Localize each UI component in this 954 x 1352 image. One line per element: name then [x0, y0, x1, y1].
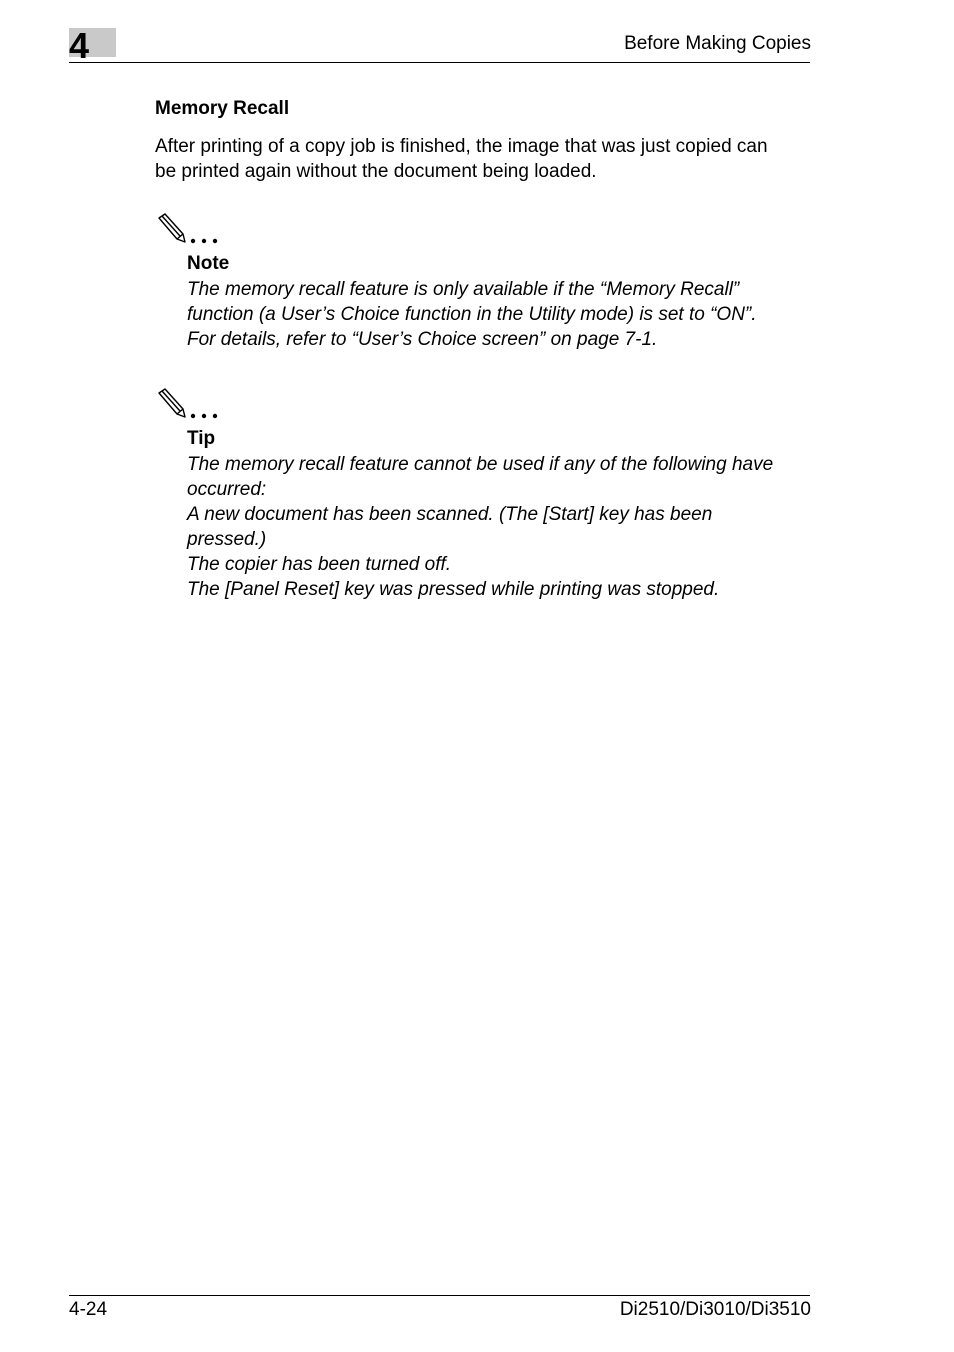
tip-line: The [Panel Reset] key was pressed while printing was stopped. — [187, 579, 720, 600]
note-line: function (a User’s Choice function in the Utility mode) is set to “ON”. — [187, 304, 757, 325]
pencil-note-icon — [155, 212, 225, 246]
tip-line: pressed.) — [187, 529, 267, 550]
tip-line: A new document has been scanned. (The [Start] key has been — [187, 504, 713, 525]
pencil-tip-icon — [155, 387, 225, 421]
tip-line: The memory recall feature cannot be used if any of the following have — [187, 454, 774, 475]
tip-body — [187, 452, 817, 602]
tip-line: occurred: — [187, 479, 267, 500]
section-heading: Memory Recall — [155, 98, 290, 119]
footer-divider — [69, 1295, 810, 1296]
note-line: For details, refer to “User’s Choice screen” on page 7-1. — [187, 329, 658, 350]
chapter-number: 4 — [69, 25, 90, 66]
page-number: 4-24 — [69, 1299, 108, 1320]
note-line: The memory recall feature is only available if the “Memory Recall” — [187, 279, 740, 300]
intro-line: After printing of a copy job is finished, the image that was just copied can — [155, 136, 768, 157]
model-name: Di2510/Di3010/Di3510 — [619, 1299, 811, 1320]
intro-paragraph — [155, 134, 815, 184]
header-divider — [69, 62, 810, 63]
note-label: Note — [187, 253, 230, 274]
header-section-title: Before Making Copies — [624, 33, 811, 54]
note-body — [187, 277, 817, 352]
intro-line: be printed again without the document being loaded. — [155, 161, 597, 182]
tip-line: The copier has been turned off. — [187, 554, 452, 575]
tip-label: Tip — [187, 428, 216, 449]
